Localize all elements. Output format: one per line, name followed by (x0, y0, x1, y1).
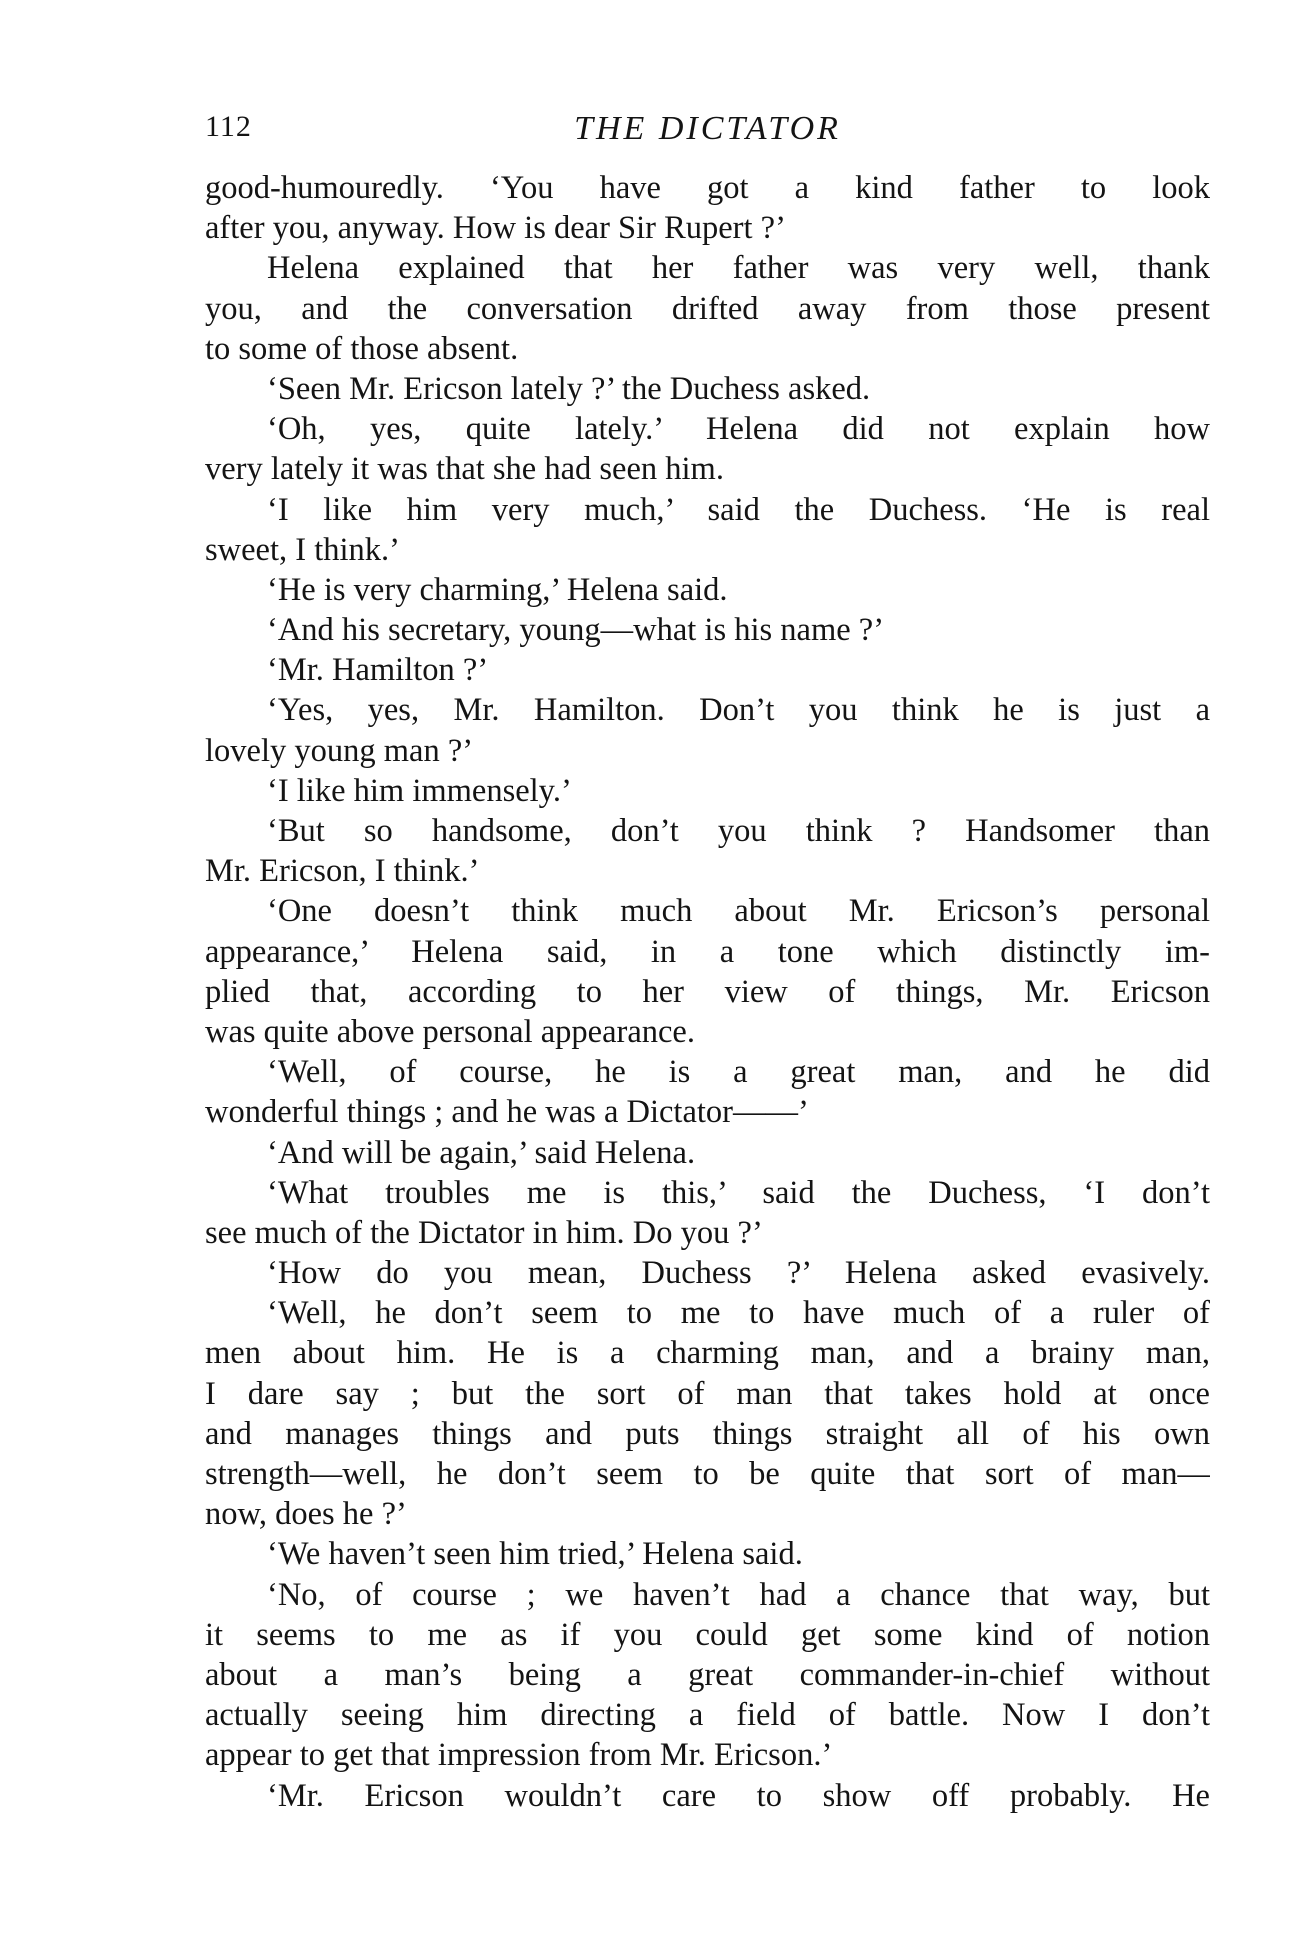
text-line: ‘And will be again,’ said Helena. (267, 1134, 696, 1171)
text-line: actually seeing him directing a field of battle. Now I don’t (205, 1697, 1210, 1734)
text-line: Mr. Ericson, I think.’ (205, 853, 480, 890)
text-line: lovely young man ?’ (205, 732, 474, 769)
text-line: now, does he ?’ (205, 1496, 407, 1533)
text-line: ‘He is very charming,’ Helena said. (267, 571, 728, 608)
text-line: Helena explained that her father was very well, thank (267, 250, 1210, 287)
text-line: see much of the Dictator in him. Do you ?’ (205, 1214, 763, 1251)
body-text (205, 168, 1210, 1816)
text-line: ‘One doesn’t think much about Mr. Ericson’s personal (267, 893, 1210, 930)
text-line: men about him. He is a charming man, and a brainy man, (205, 1335, 1210, 1372)
text-line: very lately it was that she had seen him. (205, 451, 724, 488)
text-line: plied that, according to her view of things, Mr. Ericson (205, 973, 1210, 1010)
text-line: ‘Oh, yes, quite lately.’ Helena did not explain how (267, 411, 1210, 448)
text-line: ‘Mr. Ericson wouldn’t care to show off probably. He (267, 1777, 1210, 1814)
page-header (205, 110, 1210, 160)
text-line: I dare say ; but the sort of man that takes hold at once (205, 1375, 1210, 1412)
text-line: appearance,’ Helena said, in a tone which distinctly im- (205, 933, 1210, 970)
text-line: ‘Yes, yes, Mr. Hamilton. Don’t you think he is just a (267, 692, 1210, 729)
text-line: ‘No, of course ; we haven’t had a chance that way, but (267, 1576, 1210, 1613)
text-line: ‘What troubles me is this,’ said the Duchess, ‘I don’t (267, 1174, 1210, 1211)
text-line: strength—well, he don’t seem to be quite that sort of man— (205, 1456, 1210, 1492)
text-line: good-humouredly. ‘You have got a kind father to look (205, 170, 1210, 206)
text-line: to some of those absent. (205, 330, 519, 367)
text-line: ‘Well, he don’t seem to me to have much of a ruler of (267, 1295, 1210, 1332)
text-line: you, and the conversation drifted away from those present (205, 290, 1210, 327)
text-line: after you, anyway. How is dear Sir Rupert ?’ (205, 210, 786, 247)
text-line: ‘But so handsome, don’t you think ? Handsomer than (267, 813, 1210, 849)
text-line: and manages things and puts things straight all of his own (205, 1415, 1210, 1452)
text-line: ‘Seen Mr. Ericson lately ?’ the Duchess asked. (267, 370, 871, 407)
text-line: appear to get that impression from Mr. Ericson.’ (205, 1737, 833, 1774)
page-number: 112 (205, 110, 252, 143)
text-line: sweet, I think.’ (205, 531, 400, 568)
text-line: ‘Mr. Hamilton ?’ (267, 652, 489, 689)
text-line: ‘I like him immensely.’ (267, 772, 572, 809)
text-line: wonderful things ; and he was a Dictator——’ (205, 1094, 809, 1131)
text-line: about a man’s being a great commander-in-chief without (205, 1656, 1210, 1693)
text-line: ‘I like him very much,’ said the Duchess. ‘He is real (267, 491, 1210, 528)
text-line: ‘Well, of course, he is a great man, and he did (267, 1054, 1210, 1091)
text-line: ‘How do you mean, Duchess ?’ Helena asked evasively. (267, 1255, 1210, 1292)
text-line: was quite above personal appearance. (205, 1013, 695, 1050)
text-line: ‘We haven’t seen him tried,’ Helena said. (267, 1536, 803, 1573)
running-title: THE DICTATOR (574, 110, 841, 147)
text-line: ‘And his secretary, young—what is his name ?’ (267, 612, 885, 649)
text-line: it seems to me as if you could get some kind of notion (205, 1616, 1210, 1653)
